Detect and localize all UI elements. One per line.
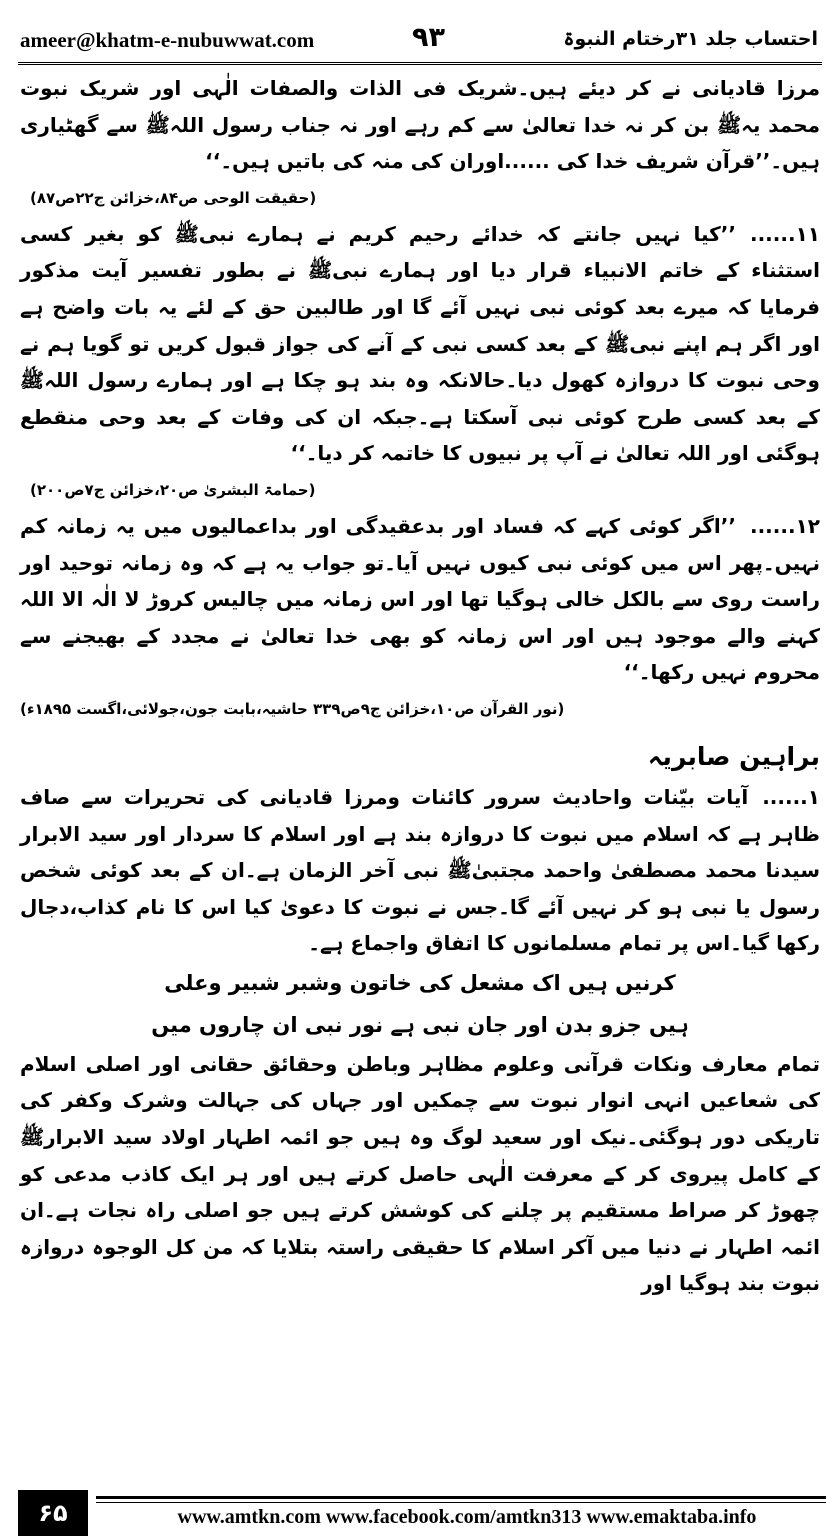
paragraph-11 bbox=[20, 216, 820, 472]
page-header bbox=[18, 22, 822, 65]
header-page-number: ۹۳ bbox=[412, 22, 445, 53]
paragraph-number: ۱۱...... bbox=[749, 221, 820, 246]
section-heading: براہین صابریہ bbox=[647, 741, 820, 771]
footer-links: www.amtkn.com www.facebook.com/amtkn313 www.emaktaba.info bbox=[177, 1506, 757, 1528]
footer-divider bbox=[96, 1496, 826, 1503]
paragraph-final: تمام معارف ونکات قرآنی وعلوم مظاہر وباطن وحقائق حقانی اور اصلی اسلام کی شعاعیں انہی انوار نبوت سے چمکیں اور جہاں کی جہالت وشرک وکفر کی تاریکی دور ہوگئی۔نیک اور سعید لوگ وہ ہیں جو ائمہ اطہار اولاد سید الابرارﷺ کے کامل پیروی کر کے معرفت الٰہی حاصل کرتے ہیں اور ہر ایک کاذب مدعی کو چھوڑ کر صراط مستقیم پر چلنے کی کوشش کرتے ہیں جو اصلی راہ نجات ہے۔ان ائمہ اطہار نے دنیا میں آکر اسلام کا حقیقی راستہ بتلایا کہ من کل الوجوہ دروازہ نبوت بند ہوگیا اور bbox=[20, 1051, 820, 1296]
page-body bbox=[20, 70, 820, 1302]
reference-text: (حمامۃ البشریٰ ص۲۰،خزائن ج۷ص۲۰۰) bbox=[30, 480, 316, 499]
paragraph-12 bbox=[20, 508, 820, 691]
paragraph-text: ’’اگر کوئی کہے کہ فساد اور بدعقیدگی اور بداعمالیوں میں یہ زمانہ کم نہیں۔پھر اس میں کوئی نبی کیوں نہیں آیا۔تو جواب یہ ہے کہ وہ زمانہ توحید اور راست روی سے بالکل خالی ہوگیا تھا اور اس زمانہ میں چالیس کروڑ لا الٰہ الا اللہ کہنے والے موجود ہیں اور اس زمانہ کو بھی خدا تعالیٰ نے مجدد کے بھیجنے سے محروم نہیں رکھا۔‘‘ bbox=[20, 513, 820, 685]
header-title: احتساب جلد ۳۱رختام النبوۃ bbox=[563, 28, 818, 50]
paragraph-opening: مرزا قادیانی نے کر دیئے ہیں۔شریک فی الذات والصفات الٰہی اور شریک نبوت محمد یہﷺ بن کر نہ خدا تعالیٰ سے کم رہے اور نہ جناب رسول اللہﷺ سے گھٹیاری ہیں۔’’قرآن شریف خدا کی ......اوران کی منہ کی باتیں ہیں۔‘‘ bbox=[20, 76, 820, 174]
poem-line-1: کرنیں ہیں اک مشعل کی خاتون وشبر شبیر وعلی bbox=[164, 970, 676, 995]
paragraph-text: آیات بیّنات واحادیث سرور کائنات ومرزا قادیانی کی تحریرات سے صاف ظاہر ہے کہ اسلام میں نبوت کا دروازہ بند ہے اور اسلام کا سردار اور سید الابرار سیدنا محمد مصطفیٰ واحمد مجتبیٰﷺ نبی آخر الزمان ہے۔ان کے بعد کوئی شخص رسول یا نبی ہو کر نہیں آئے گا۔جس نے نبوت کا دعویٰ کیا اس کا نام کذاب،دجال رکھا گیا۔اس پر تمام مسلمانوں کا اتفاق واجماع ہے۔ bbox=[20, 784, 820, 956]
reference-text: (حقیقت الوحی ص۸۴،خزائن ج۲۲ص۸۷) bbox=[30, 188, 317, 207]
paragraph-number: ۱۲...... bbox=[749, 513, 820, 538]
paragraph-item-1 bbox=[20, 779, 820, 962]
reference-noor-ul-quran bbox=[20, 691, 820, 727]
header-email: ameer@khatm-e-nubuwwat.com bbox=[20, 28, 315, 52]
reference-haqiqat-ul-wahi bbox=[20, 180, 820, 216]
paragraph-text: ’’کیا نہیں جانتے کہ خدائے رحیم کریم نے ہمارے نبیﷺ کو بغیر کسی استثناء کے خاتم الانبیاء قرار دیا اور ہمارے نبیﷺ نے بطور تفسیر آیت مذکور فرمایا کہ میرے بعد کوئی نبی نہیں آئے گا اور طالبین حق کے لئے یہ بات واضح ہے اور اگر ہم اپنے نبیﷺ کے بعد کسی نبی کے آنے کی جواز قبول کریں تو گویا ہم نے وحی نبوت کا دروازہ کھول دیا۔حالانکہ وہ بند ہو چکا ہے اور ہمارے رسول اللہﷺ کے بعد کسی طرح کوئی نبی آسکتا ہے۔جبکہ ان کی وفات کے بعد وحی منقطع ہوگئی اور اللہ تعالیٰ نے آپ پر نبیوں کا خاتمہ کر دیا۔‘‘ bbox=[20, 221, 820, 466]
poem-line-2: ہیں جزو بدن اور جان نبی ہے نور نبی ان چاروں میں bbox=[151, 1012, 689, 1037]
reference-text: (نور القرآن ص۱۰،خزائن ج۹ص۳۳۹ حاشیہ،بابت جون،جولائی،اگست ۱۸۹۵ء) bbox=[20, 699, 565, 718]
page-footer bbox=[18, 1490, 826, 1536]
paragraph-number: ۱...... bbox=[762, 784, 820, 809]
reference-hamamat-ul-bushra bbox=[20, 472, 820, 508]
footer-page-number: ۶۵ bbox=[18, 1490, 88, 1536]
